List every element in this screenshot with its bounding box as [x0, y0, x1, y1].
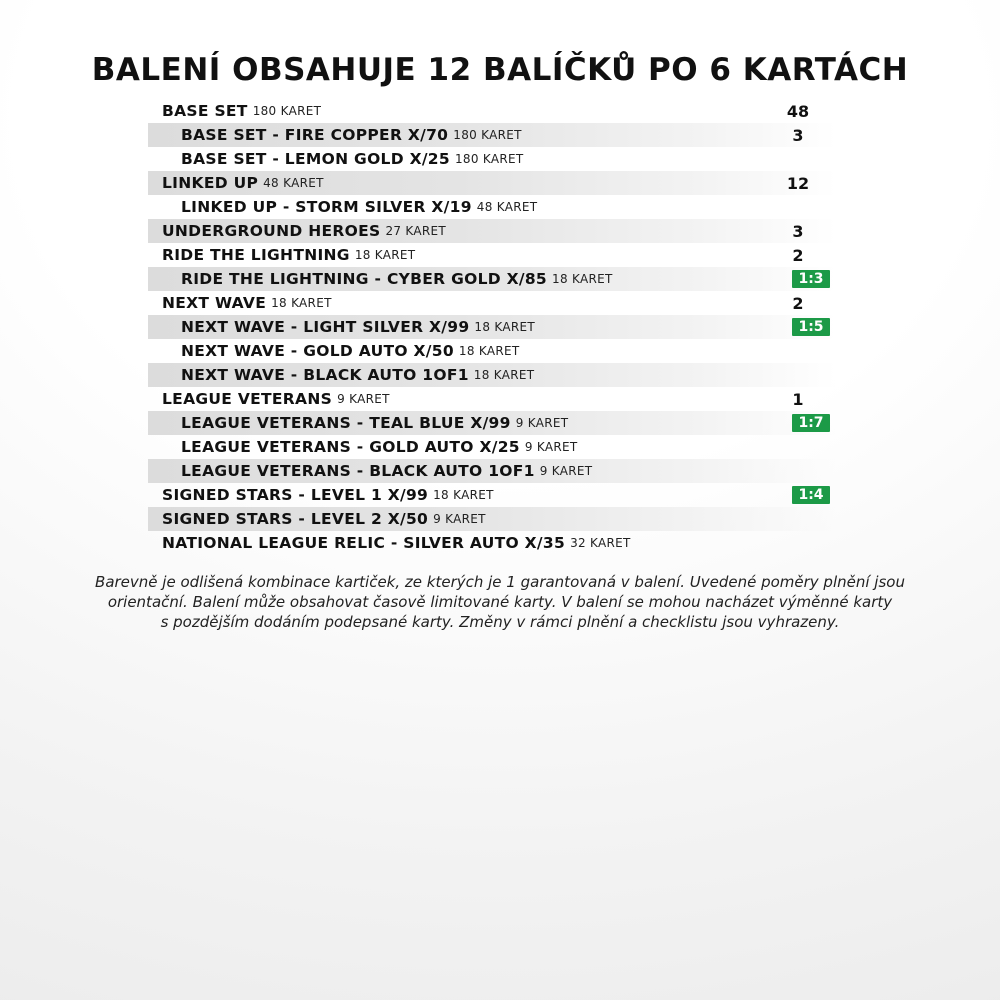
table-row: [148, 531, 836, 555]
row-name: RIDE THE LIGHTNING: [162, 246, 350, 264]
table-row: [148, 291, 836, 315]
row-count: 18 KARET: [473, 368, 535, 382]
row-count: 48 KARET: [476, 200, 538, 214]
row-value: 3: [792, 221, 804, 241]
table-row: [148, 171, 836, 195]
row-count: 9 KARET: [433, 512, 486, 526]
row-name: SIGNED STARS - LEVEL 2 X/50: [162, 510, 429, 528]
row-count: 32 KARET: [570, 536, 631, 550]
row-count: 180 KARET: [454, 152, 524, 166]
ratio-badge: 1:5: [792, 318, 830, 336]
table-row: [148, 195, 836, 219]
row-value: 1: [792, 389, 804, 409]
row-name: BASE SET: [162, 102, 248, 120]
row-name: NEXT WAVE - LIGHT SILVER X/99: [181, 318, 470, 336]
row-name: SIGNED STARS - LEVEL 1 X/99: [162, 486, 429, 504]
row-value: 12: [786, 173, 810, 193]
row-count: 18 KARET: [433, 488, 494, 502]
ratio-badge: 1:4: [792, 486, 830, 504]
row-name: LEAGUE VETERANS: [162, 390, 333, 408]
disclaimer-line: s pozdějším dodáním podepsané karty. Změny v rámci plnění a checklistu jsou vyhrazeny.: [160, 613, 840, 631]
ratio-badge: 1:7: [792, 414, 830, 432]
row-name: RIDE THE LIGHTNING - CYBER GOLD X/85: [181, 270, 548, 288]
table-row: [148, 243, 836, 267]
row-value: 2: [792, 245, 804, 265]
row-value: 48: [786, 101, 810, 121]
disclaimer-note: [40, 572, 960, 632]
row-name: BASE SET - LEMON GOLD X/25: [181, 150, 450, 168]
row-count: 9 KARET: [539, 464, 593, 478]
row-count: 18 KARET: [354, 248, 416, 262]
row-count: 9 KARET: [337, 392, 390, 406]
table-row: [148, 459, 836, 483]
table-row: [148, 339, 836, 363]
disclaimer-line: orientační. Balení může obsahovat časově limitované karty. V balení se mohou nacházet výměnné karty: [107, 593, 893, 611]
row-name: LEAGUE VETERANS - GOLD AUTO X/25: [181, 438, 520, 456]
ratio-badge: 1:3: [792, 270, 830, 288]
row-name: NEXT WAVE: [162, 294, 267, 312]
row-name: NEXT WAVE - BLACK AUTO 1OF1: [181, 366, 469, 384]
table-row: [148, 411, 836, 435]
row-count: 18 KARET: [474, 320, 536, 334]
row-count: 18 KARET: [271, 296, 332, 310]
row-name: UNDERGROUND HEROES: [162, 222, 381, 240]
table-row: [148, 219, 836, 243]
row-count: 18 KARET: [552, 272, 613, 286]
row-count: 18 KARET: [458, 344, 520, 358]
row-count: 27 KARET: [385, 224, 447, 238]
row-name: NEXT WAVE - GOLD AUTO X/50: [181, 342, 454, 360]
table-row: [148, 315, 836, 339]
row-name: NATIONAL LEAGUE RELIC - SILVER AUTO X/35: [162, 534, 566, 552]
row-count: 48 KARET: [263, 176, 324, 190]
table-row: [148, 123, 836, 147]
table-row: [148, 483, 836, 507]
row-name: BASE SET - FIRE COPPER X/70: [181, 126, 449, 144]
table-row: [148, 363, 836, 387]
row-count: 180 KARET: [453, 128, 522, 142]
row-name: LEAGUE VETERANS - BLACK AUTO 1OF1: [181, 462, 535, 480]
row-value: 2: [792, 293, 804, 313]
table-row: [148, 267, 836, 291]
table-row: [148, 507, 836, 531]
row-name: LEAGUE VETERANS - TEAL BLUE X/99: [181, 414, 511, 432]
table-row: [148, 147, 836, 171]
row-name: LINKED UP - STORM SILVER X/19: [181, 198, 472, 216]
row-value: 3: [792, 125, 804, 145]
page-title: BALENÍ OBSAHUJE 12 BALÍČKŮ PO 6 KARTÁCH: [91, 52, 909, 88]
disclaimer-line: Barevně je odlišená kombinace kartiček, ze kterých je 1 garantovaná v balení. Uvedené poměry plnění jsou: [95, 573, 905, 591]
table-row: [148, 387, 836, 411]
row-name: LINKED UP: [162, 174, 259, 192]
row-count: 9 KARET: [524, 440, 578, 454]
row-count: 180 KARET: [252, 104, 322, 118]
row-count: 9 KARET: [515, 416, 569, 430]
table-row: [148, 435, 836, 459]
table-row: [148, 99, 836, 123]
